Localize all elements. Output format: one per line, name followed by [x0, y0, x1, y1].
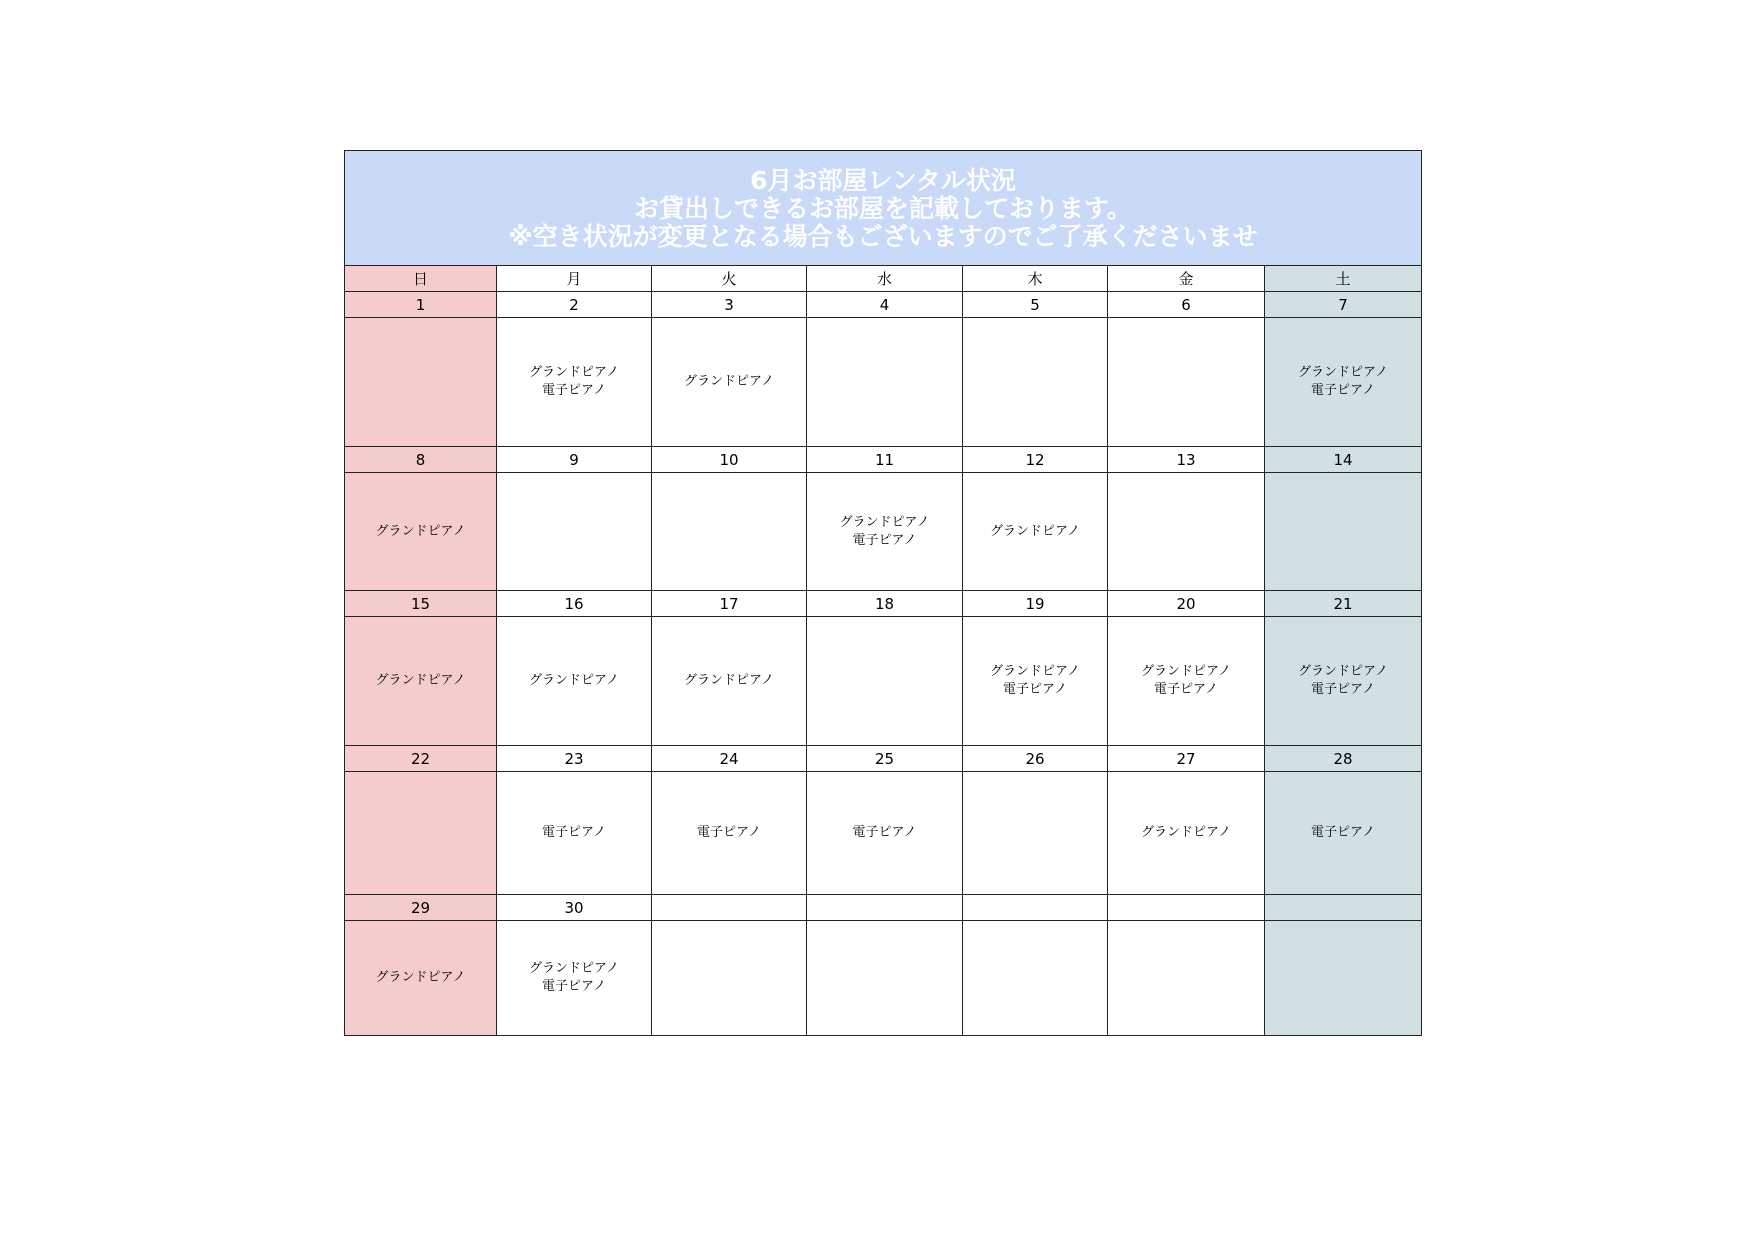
- calendar-title: 6月お部屋レンタル状況: [750, 166, 1016, 195]
- weekday-mon: 月: [497, 266, 652, 292]
- availability-cell: [807, 318, 963, 447]
- room-availability-item: 電子ピアノ: [542, 383, 606, 398]
- date-number-row: [345, 895, 1422, 921]
- date-number-row: [345, 292, 1422, 318]
- calendar-notice: ※空き状況が変更となる場合もございますのでご了承くださいませ: [508, 222, 1258, 251]
- date-number: 30: [497, 895, 652, 921]
- availability-cell: [652, 617, 807, 746]
- room-availability-item: グランドピアノ: [529, 365, 619, 380]
- weekday-sun: 日: [345, 266, 497, 292]
- availability-cell: [1265, 318, 1422, 447]
- weekday-sat: 土: [1265, 266, 1422, 292]
- weekday-thu: 木: [963, 266, 1108, 292]
- availability-cell: [345, 617, 497, 746]
- room-availability-item: グランドピアノ: [1141, 825, 1231, 840]
- availability-cell: [497, 921, 652, 1036]
- room-availability-item: グランドピアノ: [375, 523, 466, 539]
- date-number: 23: [497, 746, 652, 772]
- room-availability-item: 電子ピアノ: [1311, 383, 1375, 398]
- room-availability-item: 電子ピアノ: [1311, 682, 1375, 697]
- date-number: 24: [652, 746, 807, 772]
- calendar-header: [345, 151, 1422, 266]
- date-number: 13: [1108, 447, 1265, 473]
- date-number: 15: [345, 591, 497, 617]
- room-availability-item: 電子ピアノ: [542, 825, 606, 840]
- date-number: 14: [1265, 447, 1422, 473]
- availability-cell: [1108, 772, 1265, 895]
- availability-cell: [345, 921, 497, 1036]
- availability-cell: [1265, 921, 1422, 1036]
- availability-cell: [345, 772, 497, 895]
- date-number: 4: [807, 292, 963, 318]
- availability-cell: [345, 318, 497, 447]
- room-availability-item: グランドピアノ: [529, 673, 619, 688]
- room-availability-item: 電子ピアノ: [542, 979, 606, 994]
- rental-calendar: [344, 150, 1422, 1036]
- date-number: [652, 895, 807, 921]
- room-availability-item: グランドピアノ: [684, 673, 774, 688]
- room-availability-item: 電子ピアノ: [1311, 825, 1375, 840]
- date-number: 28: [1265, 746, 1422, 772]
- availability-cell: [1265, 617, 1422, 746]
- availability-cell: [807, 617, 963, 746]
- availability-cell: [497, 617, 652, 746]
- availability-cell: [345, 473, 497, 591]
- date-number: 16: [497, 591, 652, 617]
- room-availability-item: グランドピアノ: [684, 374, 774, 389]
- availability-cell: [963, 772, 1108, 895]
- date-number: 25: [807, 746, 963, 772]
- date-number: 9: [497, 447, 652, 473]
- availability-cell: [807, 772, 963, 895]
- availability-cell: [497, 318, 652, 447]
- date-number: 17: [652, 591, 807, 617]
- availability-cell: [963, 617, 1108, 746]
- date-number-row: [345, 591, 1422, 617]
- room-availability-item: 電子ピアノ: [852, 825, 917, 840]
- date-number: 12: [963, 447, 1108, 473]
- availability-cell: [963, 318, 1108, 447]
- room-availability-item: 電子ピアノ: [1003, 682, 1067, 697]
- room-availability-item: グランドピアノ: [839, 514, 930, 530]
- availability-cell: [1108, 318, 1265, 447]
- availability-cell: [497, 473, 652, 591]
- availability-cell: [807, 473, 963, 591]
- room-availability-item: グランドピアノ: [990, 523, 1080, 539]
- room-availability-item: 電子ピアノ: [697, 825, 761, 840]
- availability-cell: [652, 473, 807, 591]
- date-number: 29: [345, 895, 497, 921]
- weekday-fri: 金: [1108, 266, 1265, 292]
- availability-row: [345, 617, 1422, 746]
- room-availability-item: グランドピアノ: [375, 673, 466, 688]
- weekday-wed: 水: [807, 266, 963, 292]
- availability-cell: [652, 772, 807, 895]
- availability-cell: [652, 318, 807, 447]
- availability-cell: [497, 772, 652, 895]
- date-number: 1: [345, 292, 497, 318]
- availability-cell: [807, 921, 963, 1036]
- date-number: 5: [963, 292, 1108, 318]
- date-number: [1108, 895, 1265, 921]
- room-availability-item: 電子ピアノ: [852, 532, 917, 548]
- room-availability-item: グランドピアノ: [990, 664, 1080, 679]
- availability-row: [345, 318, 1422, 447]
- weekday-row: [345, 266, 1422, 292]
- room-availability-item: グランドピアノ: [375, 970, 466, 985]
- date-number: 26: [963, 746, 1108, 772]
- availability-cell: [1108, 921, 1265, 1036]
- date-number: 3: [652, 292, 807, 318]
- date-number: 2: [497, 292, 652, 318]
- room-availability-item: グランドピアノ: [1298, 365, 1388, 380]
- availability-cell: [963, 921, 1108, 1036]
- calendar-subtitle: お貸出しできるお部屋を記載しております。: [633, 194, 1132, 223]
- date-number-row: [345, 746, 1422, 772]
- availability-cell: [1265, 473, 1422, 591]
- availability-cell: [652, 921, 807, 1036]
- weekday-tue: 火: [652, 266, 807, 292]
- date-number: 21: [1265, 591, 1422, 617]
- date-number: 20: [1108, 591, 1265, 617]
- date-number: 22: [345, 746, 497, 772]
- date-number: 7: [1265, 292, 1422, 318]
- date-number: 27: [1108, 746, 1265, 772]
- date-number: 6: [1108, 292, 1265, 318]
- date-number: [807, 895, 963, 921]
- room-availability-item: グランドピアノ: [529, 961, 619, 976]
- availability-cell: [963, 473, 1108, 591]
- availability-row: [345, 921, 1422, 1036]
- date-number-row: [345, 447, 1422, 473]
- room-availability-item: グランドピアノ: [1298, 664, 1388, 679]
- date-number: [1265, 895, 1422, 921]
- date-number: 8: [345, 447, 497, 473]
- date-number: 10: [652, 447, 807, 473]
- availability-cell: [1265, 772, 1422, 895]
- availability-row: [345, 473, 1422, 591]
- room-availability-item: グランドピアノ: [1141, 664, 1231, 679]
- availability-row: [345, 772, 1422, 895]
- date-number: 18: [807, 591, 963, 617]
- date-number: [963, 895, 1108, 921]
- availability-cell: [1108, 617, 1265, 746]
- availability-cell: [1108, 473, 1265, 591]
- room-availability-item: 電子ピアノ: [1154, 682, 1218, 697]
- date-number: 11: [807, 447, 963, 473]
- date-number: 19: [963, 591, 1108, 617]
